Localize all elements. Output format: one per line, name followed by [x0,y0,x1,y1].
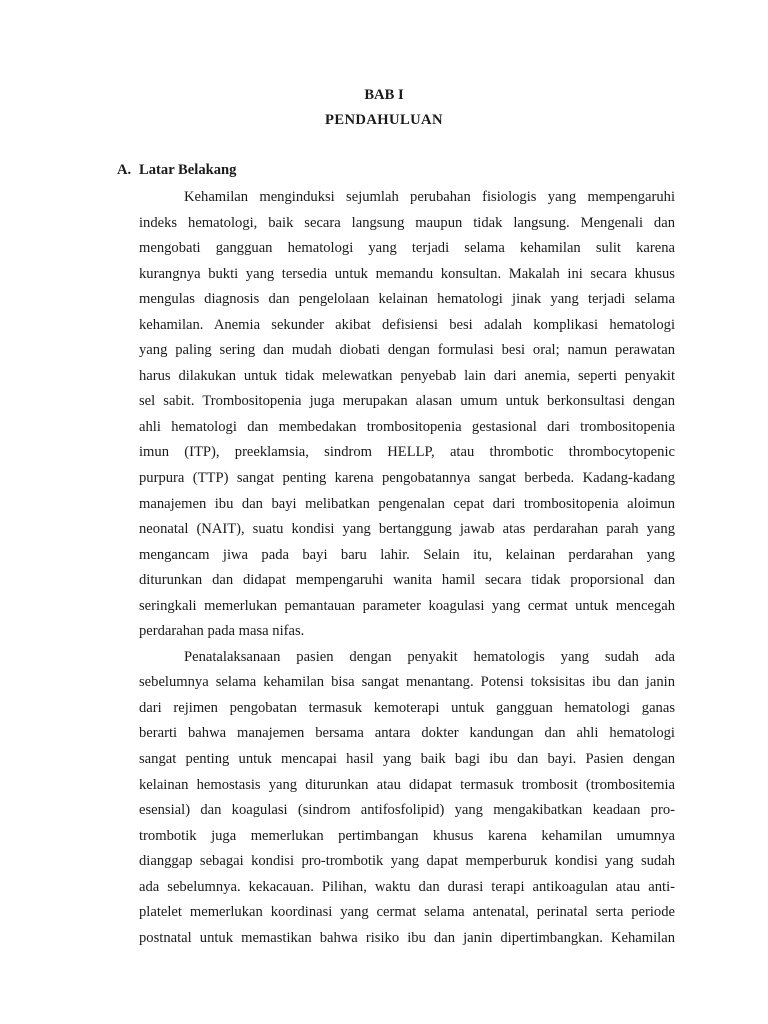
paragraph-line: indeks hematologi, baik secara langsung maupun tidak langsung. Mengenali dan [139,214,675,231]
paragraph [139,185,675,645]
section-letter: A. [117,162,132,178]
paragraph-line: Kehamilan menginduksi sejumlah perubahan fisiologis yang mempengaruhi [184,189,675,205]
paragraph-line: manajemen ibu dan bayi melibatkan pengenalan cepat dari trombositopenia aloimun [139,495,675,512]
paragraph-line: sebelumnya selama kehamilan bisa sangat menantang. Potensi toksisitas ibu dan janin [139,674,675,691]
paragraph-line: kehamilan. Anemia sekunder akibat defisiensi besi adalah komplikasi hematologi [139,316,675,333]
paragraph-line: ahli hematologi dan membedakan trombositopenia gestasional dari trombositopenia [139,418,675,435]
paragraph-line: berarti bahwa manajemen bersama antara dokter kandungan dan ahli hematologi [139,725,675,742]
paragraph-line: purpura (TTP) sangat penting karena pengobatannya sangat berbeda. Kadang-kadang [139,470,675,487]
paragraph-line: neonatal (NAIT), suatu kondisi yang bertanggung jawab atas perdarahan parah yang [139,521,675,538]
paragraph-line: mengobati gangguan hematologi yang terjadi selama kehamilan sulit karena [139,240,675,257]
chapter-number: BAB I [364,87,404,103]
paragraph-line: esensial) dan koagulasi (sindrom antifosfolipid) yang mengakibatkan keadaan pro- [139,802,675,819]
paragraph-line: dari rejimen pengobatan termasuk kemoterapi untuk gangguan hematologi ganas [139,699,675,716]
paragraph-line: platelet memerlukan koordinasi yang cermat selama antenatal, perinatal serta periode [139,904,675,921]
paragraph-line: Penatalaksanaan pasien dengan penyakit hematologis yang sudah ada [184,648,675,665]
paragraph-line: mengancam jiwa pada bayi baru lahir. Selain itu, kelainan perdarahan yang [139,546,675,563]
paragraph-line: mengulas diagnosis dan pengelolaan kelainan hematologi jinak yang terjadi selama [139,291,675,308]
section-heading [117,162,236,179]
paragraph-line: trombotik juga memerlukan pertimbangan khusus karena kehamilan umumnya [139,827,675,844]
paragraph-line: yang paling sering dan mudah diobati dengan formulasi besi oral; namun perawatan [139,342,675,359]
paragraph-line: dianggap sebagai kondisi pro-trombotik yang dapat memperburuk kondisi yang sudah [139,853,675,870]
paragraph-line: kelainan hemostasis yang diturunkan atau didapat termasuk trombosit (trombositemia [139,776,675,793]
paragraph-line: harus dilakukan untuk tidak melewatkan penyebab lain dari anemia, seperti penyakit [139,367,675,384]
paragraph-line: kurangnya bukti yang tersedia untuk memandu konsultan. Makalah ini secara khusus [139,265,675,282]
paragraph-line: imun (ITP), preeklamsia, sindrom HELLP, atau thrombotic thrombocytopenic [139,444,675,461]
section-title: Latar Belakang [139,162,237,178]
paragraph-line: seringkali memerlukan pemantauan parameter koagulasi yang cermat untuk mencegah [139,597,675,614]
body-text [139,185,675,951]
paragraph-line: perdarahan pada masa nifas. [139,623,305,640]
paragraph-line: sel sabit. Trombositopenia juga merupakan alasan umum untuk berkonsultasi dengan [139,393,675,410]
paragraph-line: diturunkan dan didapat mempengaruhi wanita hamil secara tidak proporsional dan [139,572,675,589]
paragraph-line: ada sebelumnya. kekacauan. Pilihan, waktu dan durasi terapi antikoagulan atau anti- [139,878,675,895]
paragraph [139,645,675,952]
paragraph-line: postnatal untuk memastikan bahwa risiko ibu dan janin dipertimbangkan. Kehamilan [139,929,675,946]
chapter-title: PENDAHULUAN [325,112,443,128]
paragraph-line: sangat penting untuk mencapai hasil yang baik bagi ibu dan bayi. Pasien dengan [139,751,675,768]
